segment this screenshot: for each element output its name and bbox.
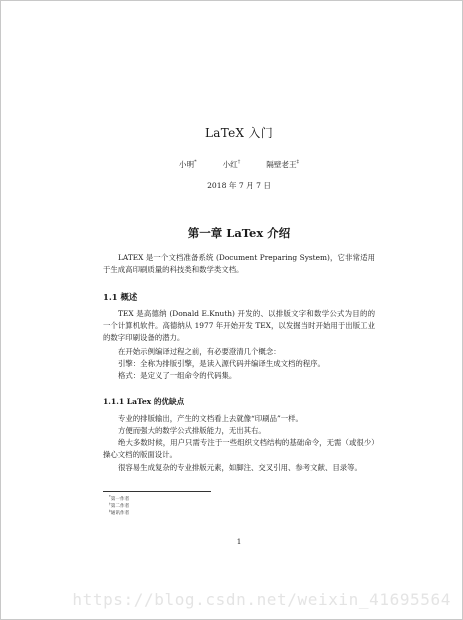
subsection-paragraph: 很容易生成复杂的专业排版元素，如脚注、交叉引用、参考文献、目录等。	[118, 463, 362, 472]
intro-paragraph: LATEX 是一个文档准备系统 (Document Preparing System)，它非常适用于生成高印刷质量的科技类和数学类文档。	[103, 253, 375, 274]
section-line: 引擎：全称为排版引擎，是读入源代码并编译生成文档的程序。	[118, 359, 325, 368]
chapter-heading: 第一章 LaTex 介绍	[187, 226, 291, 240]
document-date: 2018 年 7 月 7 日	[207, 181, 271, 190]
footnote: ‡通讯作者	[109, 509, 130, 516]
author-mark: ‡	[296, 159, 300, 165]
document-title: LaTeX 入门	[204, 126, 274, 140]
author-mark: *	[194, 159, 197, 165]
subsection-heading: 1.1.1 LaTex 的优缺点	[103, 397, 185, 406]
footnote: †第二作者	[109, 502, 130, 509]
author: 隔壁老王‡	[266, 159, 300, 169]
footnote: *第一作者	[109, 495, 130, 502]
author: 小明*	[178, 159, 197, 169]
subsection-line: 方便而强大的数学公式排版能力，无出其右。	[118, 426, 266, 435]
subsection-paragraph: 绝大多数时候，用户只需专注于一些组织文档结构的基础命令，无需（或很少）操心文档的版面设计。	[103, 438, 375, 459]
section-heading: 1.1 概述	[103, 292, 138, 302]
author-list	[103, 156, 375, 171]
section-line: 格式：是定义了一组命令的代码集。	[118, 371, 237, 380]
author: 小红†	[222, 159, 241, 169]
section-line: 在开始示例编译过程之前，有必要澄清几个概念：	[118, 347, 281, 356]
footnote-rule	[103, 491, 211, 492]
watermark: https://blog.csdn.net/weixin_41695564	[72, 590, 451, 609]
author-mark: †	[237, 159, 241, 165]
page-number: 1	[236, 537, 242, 546]
section-paragraph: TEX 是高德纳 (Donald E.Knuth) 开发的、以排版文字和数学公式为目的的一个计算机软件。高德纳从 1977 年开始开发 TEX，以发掘当时开始用于出版工业的数字印刷设备的潜力。	[103, 309, 375, 342]
subsection-line: 专业的排版输出，产生的文档看上去就像“印刷品”一样。	[118, 414, 303, 423]
